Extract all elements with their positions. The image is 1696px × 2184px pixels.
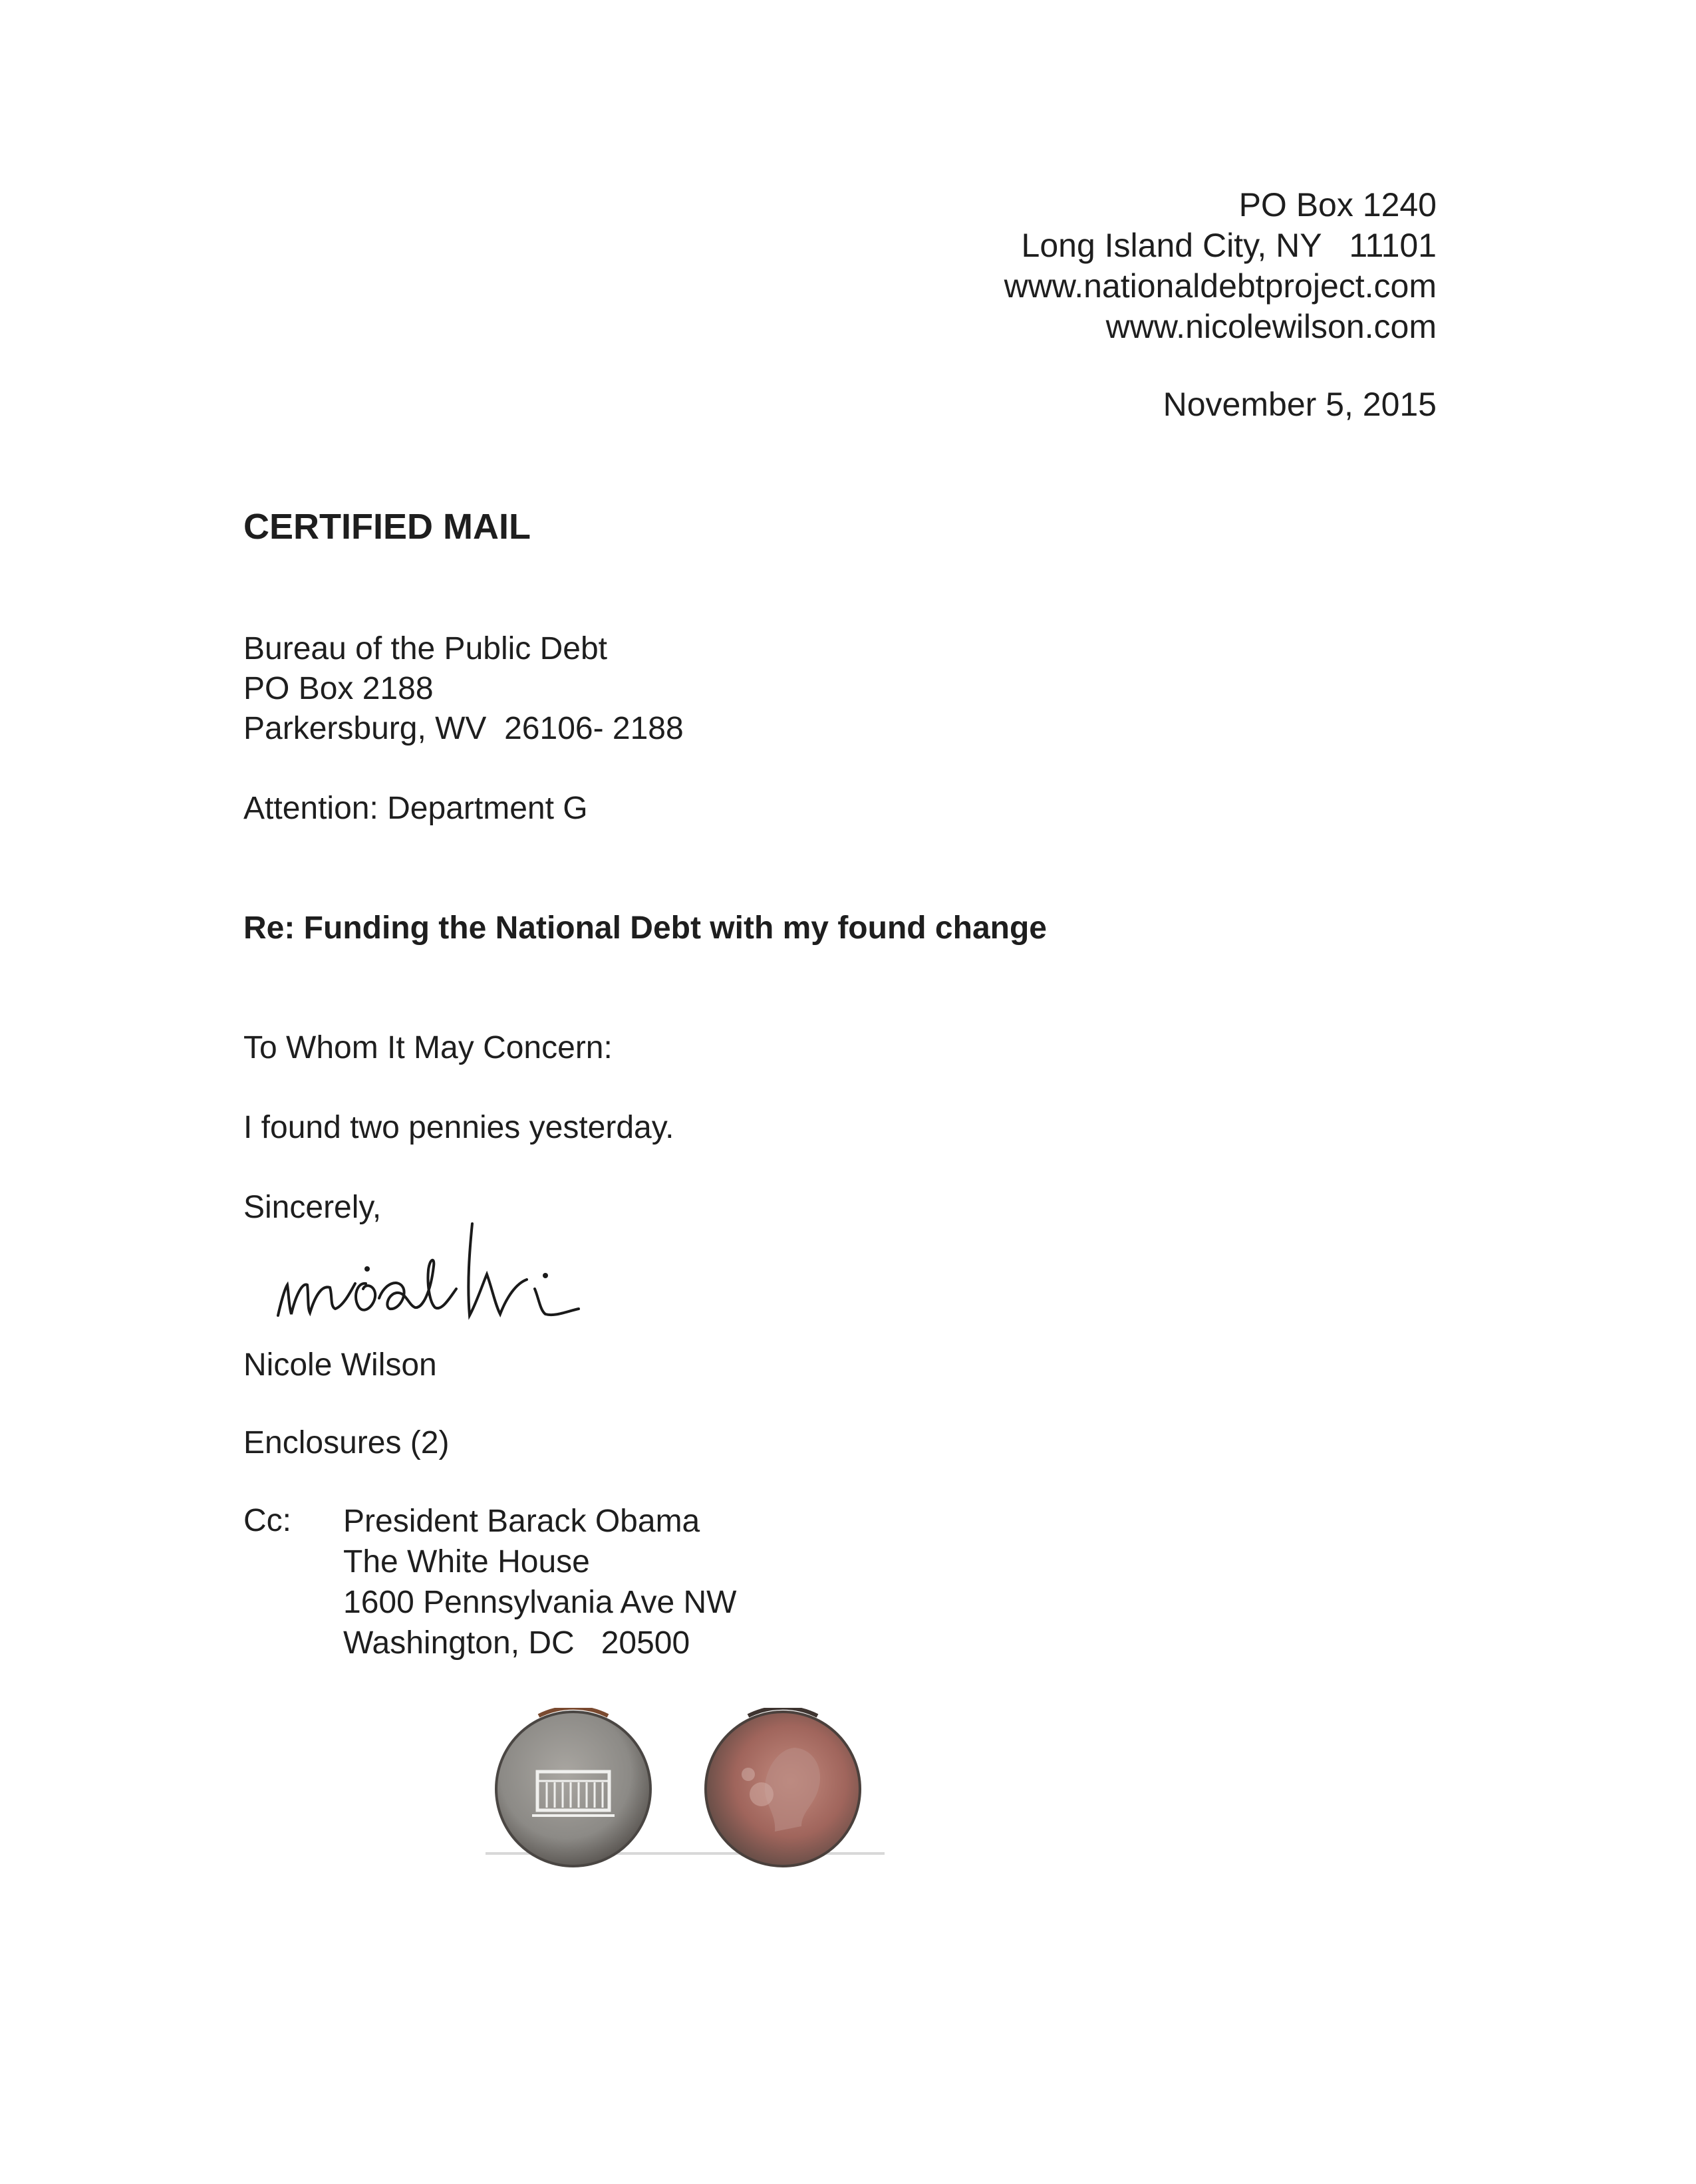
cc-recipient-address — [343, 1501, 736, 1663]
letter-body: I found two pennies yesterday. — [243, 1110, 674, 1145]
cc-label: Cc: — [243, 1503, 291, 1538]
cc-line: The White House — [343, 1544, 590, 1579]
sender-city-line: Long Island City, NY 11101 — [1021, 227, 1437, 264]
enclosures-line: Enclosures (2) — [243, 1425, 450, 1460]
attention-line: Attention: Department G — [243, 791, 588, 826]
recipient-name: Bureau of the Public Debt — [243, 631, 608, 666]
subject-line: Re: Funding the National Debt with my found change — [243, 910, 1047, 946]
sender-address — [1004, 185, 1437, 347]
cc-line: President Barack Obama — [343, 1504, 700, 1539]
cc-line: Washington, DC 20500 — [343, 1625, 690, 1661]
sender-website-2: www.nicolewilson.com — [1105, 308, 1437, 345]
mail-type-heading: CERTIFIED MAIL — [243, 507, 531, 547]
recipient-po-box: PO Box 2188 — [243, 671, 434, 706]
signature-name: Nicole Wilson — [243, 1347, 437, 1383]
letter-date: November 5, 2015 — [1163, 386, 1437, 423]
salutation: To Whom It May Concern: — [243, 1030, 613, 1065]
closing: Sincerely, — [243, 1190, 382, 1225]
recipient-city-line: Parkersburg, WV 26106- 2188 — [243, 711, 684, 746]
cc-line: 1600 Pennsylvania Ave NW — [343, 1585, 737, 1620]
sender-website-1: www.nationaldebtproject.com — [1004, 267, 1437, 305]
handwritten-signature — [266, 1210, 612, 1330]
penny-heads-image — [702, 1708, 864, 1870]
penny-tails-image — [492, 1708, 654, 1870]
sender-po-box: PO Box 1240 — [1238, 186, 1437, 223]
